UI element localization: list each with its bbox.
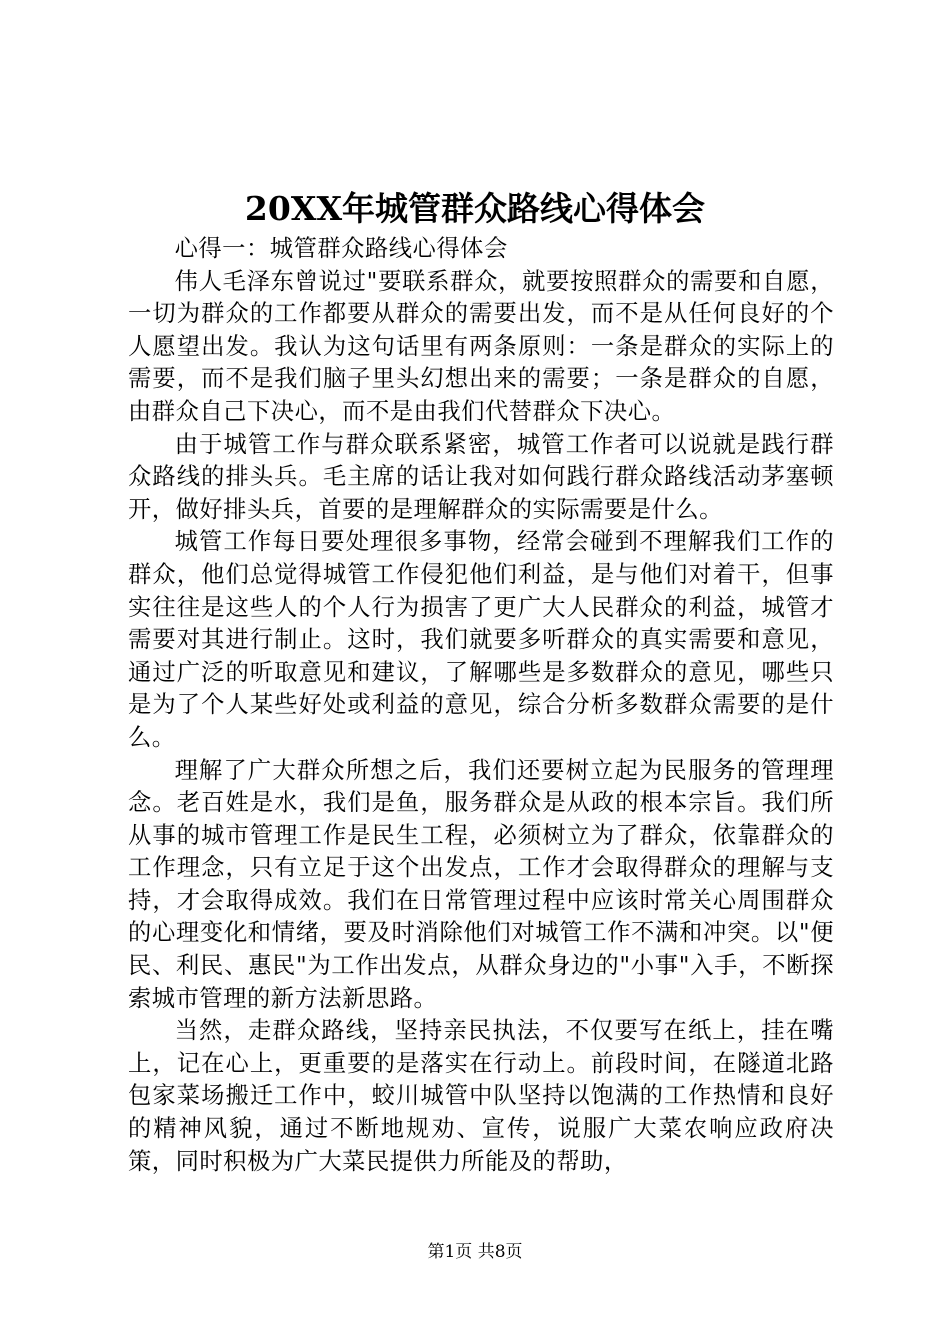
paragraph: 伟人毛泽东曾说过"要联系群众，就要按照群众的需要和自愿，一切为群众的工作都要从群众的需要出发，而不是从任何良好的个人愿望出发。我认为这句话里有两条原则：一条是群众的实际上的需要，而不是我们脑子里头幻想出来的需要；一条是群众的自愿，由群众自己下决心，而不是由我们代替群众下决心。 xyxy=(128,267,834,425)
paragraph: 理解了广大群众所想之后，我们还要树立起为民服务的管理理念。老百姓是水，我们是鱼，服务群众是从政的根本宗旨。我们所从事的城市管理工作是民生工程，必须树立为了群众，依靠群众的工作理念，只有立足于这个出发点，工作才会取得群众的理解与支持，才会取得成效。我们在日常管理过程中应该时常关心周围群众的心理变化和情绪，要及时消除他们对城管工作不满和冲突。以"便民、利民、惠民"为工作出发点，从群众身边的"小事"入手，不断探索城市管理的新方法新思路。 xyxy=(128,756,834,1012)
paragraph: 当然，走群众路线，坚持亲民执法，不仅要写在纸上，挂在嘴上，记在心上，更重要的是落实在行动上。前段时间，在隧道北路包家菜场搬迁工作中，蛟川城管中队坚持以饱满的工作热情和良好的精神风貌，通过不断地规劝、宣传，说服广大菜农响应政府决策，同时积极为广大菜民提供力所能及的帮助， xyxy=(128,1017,834,1175)
paragraph: 心得一：城管群众路线心得体会 xyxy=(174,235,508,262)
paragraph: 城管工作每日要处理很多事物，经常会碰到不理解我们工作的群众，他们总觉得城管工作侵犯他们利益，是与他们对着干，但事实往往是这些人的个人行为损害了更广大人民群众的利益，城管才需要对其进行制止。这时，我们就要多听群众的真实需要和意见，通过广泛的听取意见和建议，了解哪些是多数群众的意见，哪些只是为了个人某些好处或利益的意见，综合分析多数群众需要的是什么。 xyxy=(128,528,834,751)
paragraph: 由于城管工作与群众联系紧密，城管工作者可以说就是践行群众路线的排头兵。毛主席的话让我对如何践行群众路线活动茅塞顿开，做好排头兵，首要的是理解群众的实际需要是什么。 xyxy=(128,430,834,523)
document-title: 20XX年城管群众路线心得体会 xyxy=(244,189,706,228)
page-footer: 第1页 共8页 xyxy=(427,1242,523,1262)
document-body xyxy=(128,233,834,1178)
